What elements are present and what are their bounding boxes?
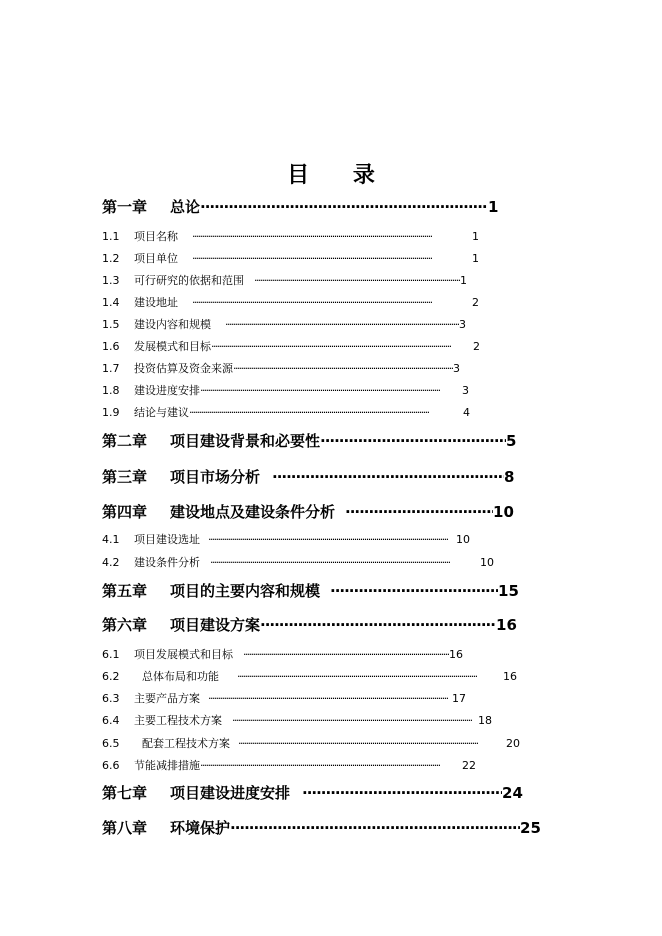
toc-leader bbox=[272, 468, 504, 486]
toc-leader bbox=[238, 737, 506, 750]
toc-entry-1-6[interactable] bbox=[102, 338, 480, 354]
toc-number: 第五章 bbox=[102, 582, 148, 600]
toc-number: 1.8 bbox=[102, 384, 120, 397]
toc-text: 总论 bbox=[170, 198, 201, 216]
toc-entry-4-1[interactable] bbox=[102, 531, 470, 547]
toc-leader bbox=[192, 252, 472, 265]
toc-leader bbox=[189, 406, 463, 419]
toc-page: 1 bbox=[472, 252, 479, 265]
toc-number: 6.5 bbox=[102, 737, 120, 750]
toc-number: 6.6 bbox=[102, 759, 120, 772]
toc-entry-1-5[interactable] bbox=[102, 316, 466, 332]
toc-leader bbox=[200, 198, 488, 216]
toc-number: 1.6 bbox=[102, 340, 120, 353]
toc-leader bbox=[254, 274, 460, 287]
toc-leader bbox=[211, 340, 473, 353]
toc-leader bbox=[232, 714, 478, 727]
toc-leader bbox=[225, 318, 459, 331]
toc-entry-6-4[interactable] bbox=[102, 712, 492, 728]
toc-entry-chapter-1[interactable] bbox=[102, 196, 498, 217]
toc-number: 6.1 bbox=[102, 648, 120, 661]
toc-text: 主要工程技术方案 bbox=[134, 714, 222, 727]
toc-text: 项目建设方案 bbox=[170, 616, 261, 634]
toc-leader bbox=[260, 616, 496, 634]
toc-entry-chapter-4[interactable] bbox=[102, 501, 514, 522]
toc-text: 项目单位 bbox=[134, 252, 178, 265]
toc-number: 1.5 bbox=[102, 318, 120, 331]
toc-leader bbox=[345, 503, 493, 521]
toc-leader bbox=[330, 582, 498, 600]
toc-page: 16 bbox=[496, 616, 517, 634]
toc-leader bbox=[200, 759, 462, 772]
toc-page: 4 bbox=[463, 406, 470, 419]
toc-number: 1.1 bbox=[102, 230, 120, 243]
toc-leader bbox=[192, 296, 472, 309]
toc-page: 1 bbox=[488, 198, 499, 216]
toc-leader bbox=[208, 692, 452, 705]
toc-page: 16 bbox=[503, 670, 517, 683]
toc-page: 10 bbox=[480, 556, 494, 569]
toc-text: 发展模式和目标 bbox=[134, 340, 211, 353]
toc-leader bbox=[243, 648, 449, 661]
toc-text: 项目市场分析 bbox=[170, 468, 261, 486]
toc-text: 建设进度安排 bbox=[134, 384, 200, 397]
toc-text: 总体布局和功能 bbox=[142, 670, 219, 683]
toc-entry-6-2[interactable] bbox=[102, 668, 517, 684]
toc-entry-chapter-8[interactable] bbox=[102, 817, 541, 838]
toc-page: 2 bbox=[473, 340, 480, 353]
toc-text: 项目名称 bbox=[134, 230, 178, 243]
toc-leader bbox=[237, 670, 503, 683]
toc-number: 6.2 bbox=[102, 670, 120, 683]
toc-page: 18 bbox=[478, 714, 492, 727]
toc-entry-chapter-6[interactable] bbox=[102, 614, 517, 635]
toc-page: 3 bbox=[459, 318, 466, 331]
toc-text: 建设条件分析 bbox=[134, 556, 200, 569]
toc-page: 17 bbox=[452, 692, 466, 705]
toc-page: 10 bbox=[493, 503, 514, 521]
toc-text: 项目发展模式和目标 bbox=[134, 648, 233, 661]
toc-number: 第七章 bbox=[102, 784, 148, 802]
toc-number: 第三章 bbox=[102, 468, 148, 486]
toc-entry-6-1[interactable] bbox=[102, 646, 463, 662]
toc-number: 第八章 bbox=[102, 819, 148, 837]
document-title: 目 录 bbox=[287, 163, 393, 188]
toc-text: 环境保护 bbox=[170, 819, 231, 837]
toc-entry-4-2[interactable] bbox=[102, 554, 494, 570]
toc-page: 15 bbox=[498, 582, 519, 600]
toc-number: 1.7 bbox=[102, 362, 120, 375]
toc-text: 结论与建议 bbox=[134, 406, 189, 419]
toc-text: 节能减排措施 bbox=[134, 759, 200, 772]
toc-entry-1-4[interactable] bbox=[102, 294, 479, 310]
toc-page: 16 bbox=[449, 648, 463, 661]
toc-text: 建设地址 bbox=[134, 296, 178, 309]
toc-text: 项目建设背景和必要性 bbox=[170, 432, 321, 450]
toc-entry-1-2[interactable] bbox=[102, 250, 479, 266]
toc-text: 主要产品方案 bbox=[134, 692, 200, 705]
toc-number: 4.2 bbox=[102, 556, 120, 569]
toc-leader bbox=[192, 230, 472, 243]
toc-text: 项目的主要内容和规模 bbox=[170, 582, 321, 600]
toc-entry-chapter-3[interactable] bbox=[102, 466, 514, 487]
toc-leader bbox=[302, 784, 502, 802]
toc-page: 2 bbox=[472, 296, 479, 309]
toc-number: 4.1 bbox=[102, 533, 120, 546]
toc-number: 1.4 bbox=[102, 296, 120, 309]
toc-text: 建设内容和规模 bbox=[134, 318, 211, 331]
toc-entry-1-8[interactable] bbox=[102, 382, 469, 398]
toc-leader bbox=[320, 432, 506, 450]
toc-number: 第四章 bbox=[102, 503, 148, 521]
toc-entry-1-7[interactable] bbox=[102, 360, 460, 376]
toc-number: 6.3 bbox=[102, 692, 120, 705]
toc-page: 1 bbox=[460, 274, 467, 287]
toc-number: 第六章 bbox=[102, 616, 148, 634]
toc-page: 10 bbox=[456, 533, 470, 546]
toc-page: 5 bbox=[506, 432, 517, 450]
toc-entry-6-3[interactable] bbox=[102, 690, 466, 706]
toc-entry-chapter-5[interactable] bbox=[102, 580, 519, 601]
toc-entry-1-1[interactable] bbox=[102, 228, 479, 244]
toc-text: 可行研究的依据和范围 bbox=[134, 274, 244, 287]
toc-entry-chapter-7[interactable] bbox=[102, 782, 523, 803]
toc-leader bbox=[230, 819, 520, 837]
toc-entry-6-6[interactable] bbox=[102, 757, 476, 773]
toc-leader bbox=[208, 533, 456, 546]
toc-text: 项目建设进度安排 bbox=[170, 784, 291, 802]
toc-page: 1 bbox=[472, 230, 479, 243]
toc-leader bbox=[233, 362, 453, 375]
toc-leader bbox=[200, 384, 462, 397]
toc-entry-chapter-2[interactable] bbox=[102, 430, 516, 451]
toc-page: 20 bbox=[506, 737, 520, 750]
toc-page: 24 bbox=[502, 784, 523, 802]
toc-text: 建设地点及建设条件分析 bbox=[170, 503, 336, 521]
toc-entry-1-9[interactable] bbox=[102, 404, 470, 420]
toc-text: 项目建设选址 bbox=[134, 533, 200, 546]
toc-entry-1-3[interactable] bbox=[102, 272, 467, 288]
toc-page: 25 bbox=[520, 819, 541, 837]
toc-entry-6-5[interactable] bbox=[102, 735, 520, 751]
toc-leader bbox=[210, 556, 480, 569]
toc-number: 1.3 bbox=[102, 274, 120, 287]
toc-text: 投资估算及资金来源 bbox=[134, 362, 233, 375]
toc-text: 配套工程技术方案 bbox=[142, 737, 230, 750]
toc-number: 第一章 bbox=[102, 198, 148, 216]
toc-number: 6.4 bbox=[102, 714, 120, 727]
toc-number: 第二章 bbox=[102, 432, 148, 450]
toc-number: 1.2 bbox=[102, 252, 120, 265]
toc-page: 3 bbox=[462, 384, 469, 397]
toc-page: 3 bbox=[453, 362, 460, 375]
toc-number: 1.9 bbox=[102, 406, 120, 419]
toc-page: 22 bbox=[462, 759, 476, 772]
toc-page: 8 bbox=[504, 468, 515, 486]
